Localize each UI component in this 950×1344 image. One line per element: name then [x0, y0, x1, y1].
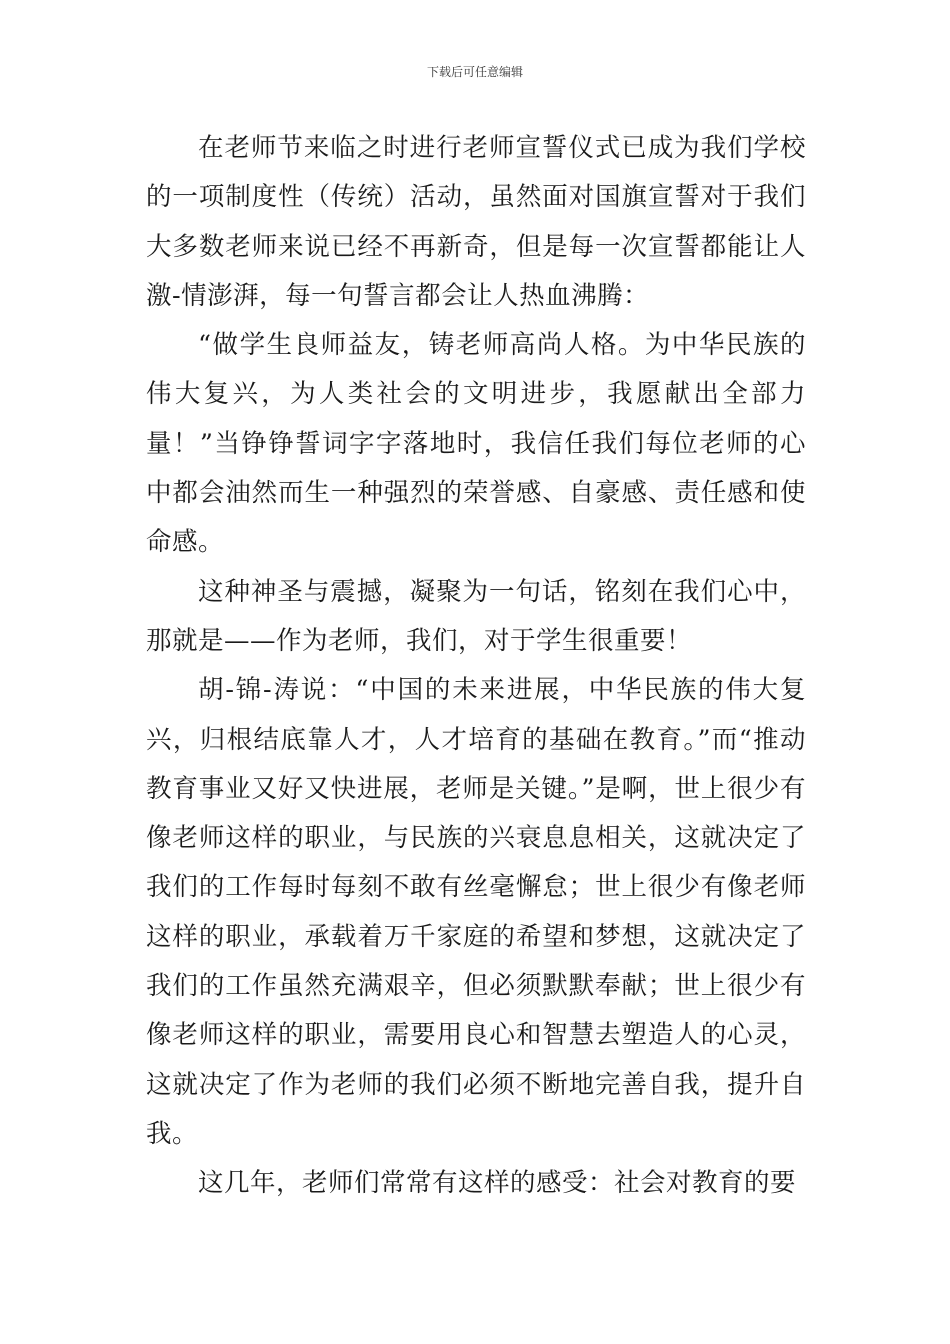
page-header: 下载后可任意编辑 [426, 65, 523, 79]
paragraph-oath-ceremony: 在老师节来临之时进行老师宣誓仪式已成为我们学校的一项制度性（传统）活动，虽然面对国旗宣誓对于我们大多数老师来说已经不再新奇，但是每一次宣誓都能让人激-情澎湃，每一句誓言都会让人热血沸腾： [146, 133, 806, 311]
paragraph-quote-education: 胡-锦-涛说：“中国的未来进展，中华民族的伟大复兴，归根结底靠人才，人才培育的基础在教育。”而“推动教育事业又好又快进展，老师是关键。”是啊，世上很少有像老师这样的职业，与民族的兴衰息息相关，这就决定了我们的工作每时每刻不敢有丝毫懈怠；世上很少有像老师这样的职业，承载着万千家庭的希望和梦想，这就决定了我们的工作虽然充满艰辛，但必须默默奉献；世上很少有像老师这样的职业，需要用良心和智慧去塑造人的心灵，这就决定了作为老师的我们必须不断地完善自我，提升自我。 [146, 675, 806, 1149]
document-body [146, 124, 806, 1209]
paragraph-oath-text: “做学生良师益友，铸老师高尚人格。为中华民族的伟大复兴，为人类社会的文明进步，我愿献出全部力量！”当铮铮誓词字字落地时，我信任我们每位老师的心中都会油然而生一种强烈的荣誉感、自豪感、责任感和使命感。 [146, 330, 806, 558]
paragraph-sacred-shock: 这种神圣与震撼，凝聚为一句话，铭刻在我们心中，那就是——作为老师，我们，对于学生很重要！ [146, 576, 806, 656]
paragraph-recent-years: 这几年，老师们常常有这样的感受：社会对教育的要 [198, 1168, 797, 1199]
